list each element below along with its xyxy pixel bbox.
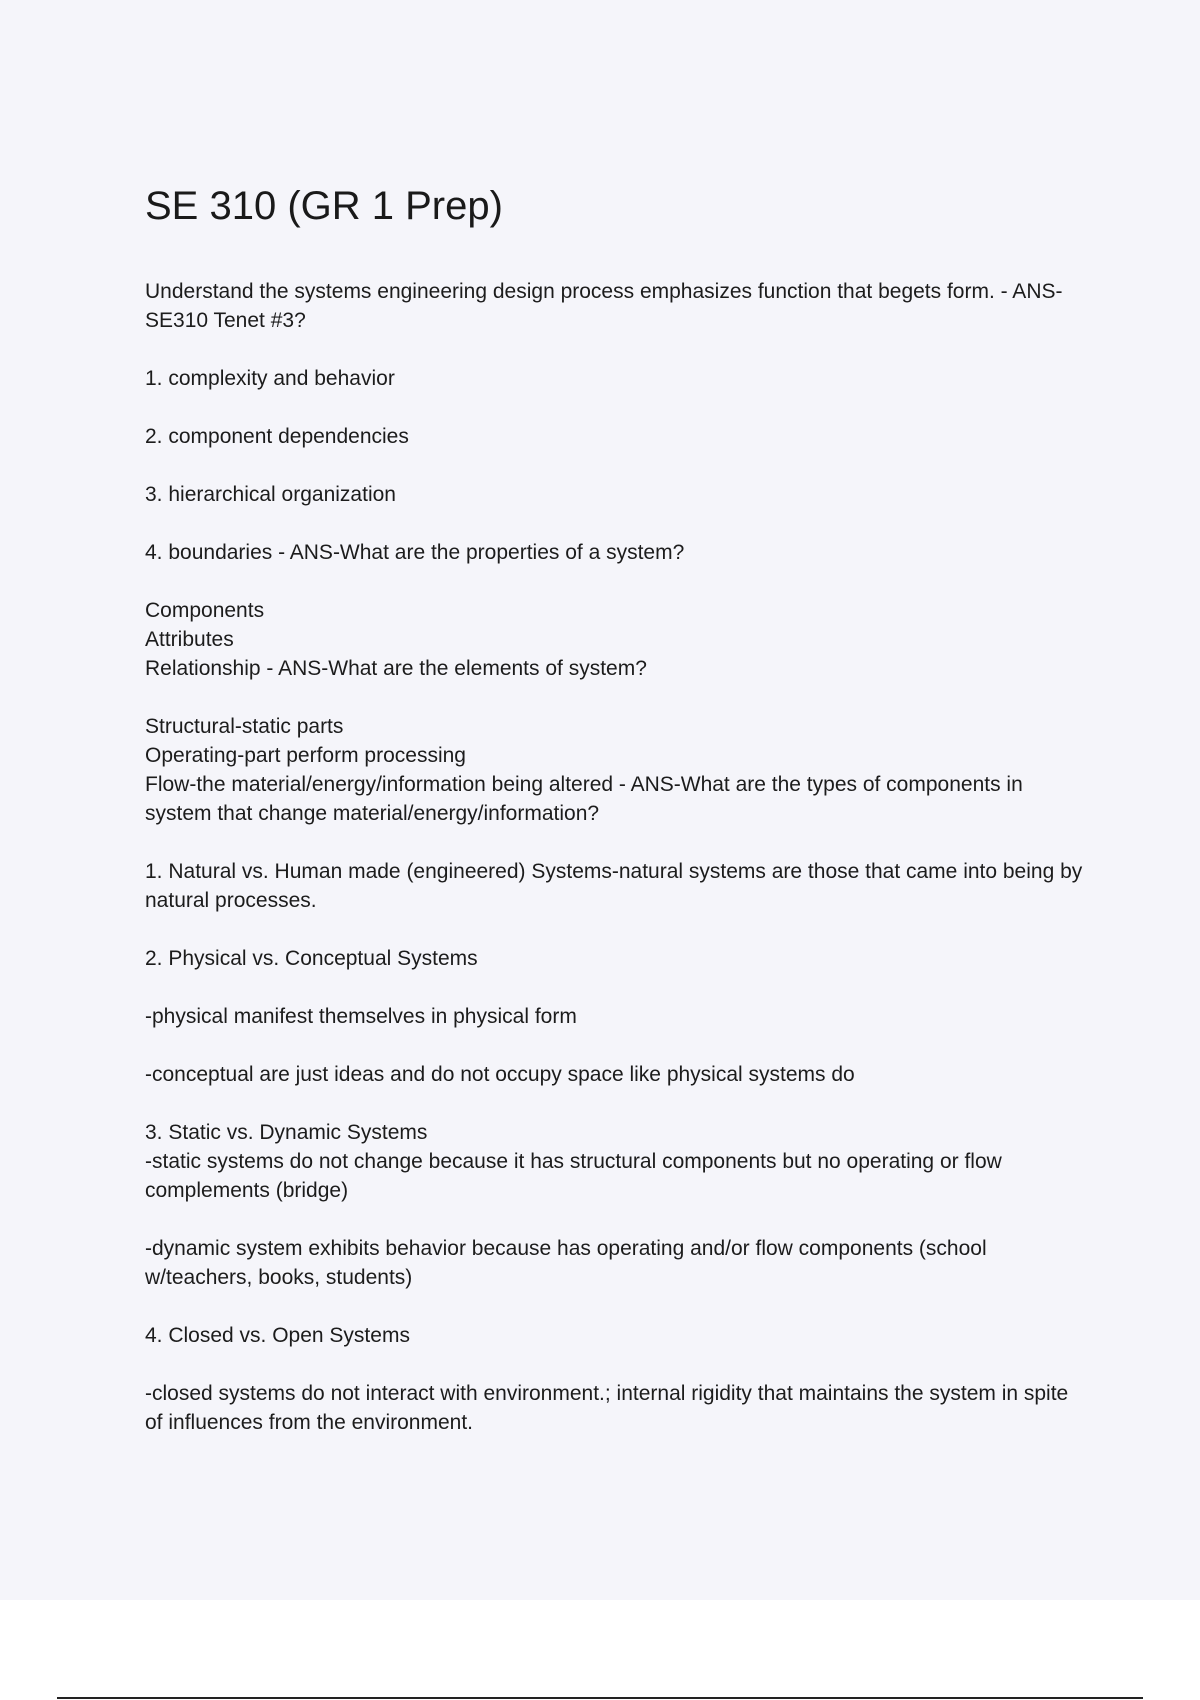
- paragraph-tenet: [145, 277, 1085, 335]
- list-item: [145, 364, 1085, 393]
- text-line: Structural-static parts: [145, 715, 344, 738]
- text-line: Relationship - ANS-What are the elements of system?: [145, 657, 647, 680]
- text-line: -static systems do not change because it has structural components but no operating or flow complements (bridge): [145, 1150, 1002, 1202]
- text-line: 4. Closed vs. Open Systems: [145, 1324, 410, 1347]
- paragraph-elements: [145, 596, 1085, 683]
- text-line: -dynamic system exhibits behavior because has operating and/or flow components (school w/teachers, books, students): [145, 1237, 987, 1289]
- list-item: [145, 1234, 1085, 1292]
- text-line: 2. Physical vs. Conceptual Systems: [145, 947, 478, 970]
- text-line: Components: [145, 599, 265, 622]
- text-line: -physical manifest themselves in physical form: [145, 1005, 577, 1028]
- list-item: [145, 1060, 1085, 1089]
- list-item: [145, 480, 1085, 509]
- paragraph-component-types: [145, 712, 1085, 828]
- list-item: [145, 1118, 1085, 1205]
- text-line: Understand the systems engineering design process emphasizes function that begets form. - ANS-SE310 Tenet #3?: [145, 280, 1063, 332]
- list-item: [145, 1379, 1085, 1437]
- list-item: [145, 857, 1085, 915]
- text-line: 3. Static vs. Dynamic Systems: [145, 1121, 428, 1144]
- footer-divider: [57, 1697, 1143, 1699]
- text-line: 1. complexity and behavior: [145, 367, 395, 390]
- text-line: 4. boundaries - ANS-What are the properties of a system?: [145, 541, 685, 564]
- document-body: [145, 277, 1085, 1466]
- list-item: [145, 422, 1085, 451]
- text-line: Operating-part perform processing: [145, 744, 466, 767]
- text-line: 2. component dependencies: [145, 425, 409, 448]
- page-title: SE 310 (GR 1 Prep): [145, 184, 503, 228]
- text-line: -conceptual are just ideas and do not occupy space like physical systems do: [145, 1063, 855, 1086]
- text-line: -closed systems do not interact with environment.; internal rigidity that maintains the system in spite of influences from the environment.: [145, 1382, 1069, 1434]
- text-line: 3. hierarchical organization: [145, 483, 396, 506]
- text-line: 1. Natural vs. Human made (engineered) Systems-natural systems are those that came into being by natural processes.: [145, 860, 1083, 912]
- text-line: Attributes: [145, 628, 234, 651]
- list-item: [145, 944, 1085, 973]
- list-item: [145, 1321, 1085, 1350]
- text-line: Flow-the material/energy/information being altered - ANS-What are the types of components in system that change material/energy/information?: [145, 773, 1023, 825]
- list-item: [145, 1002, 1085, 1031]
- list-item: [145, 538, 1085, 567]
